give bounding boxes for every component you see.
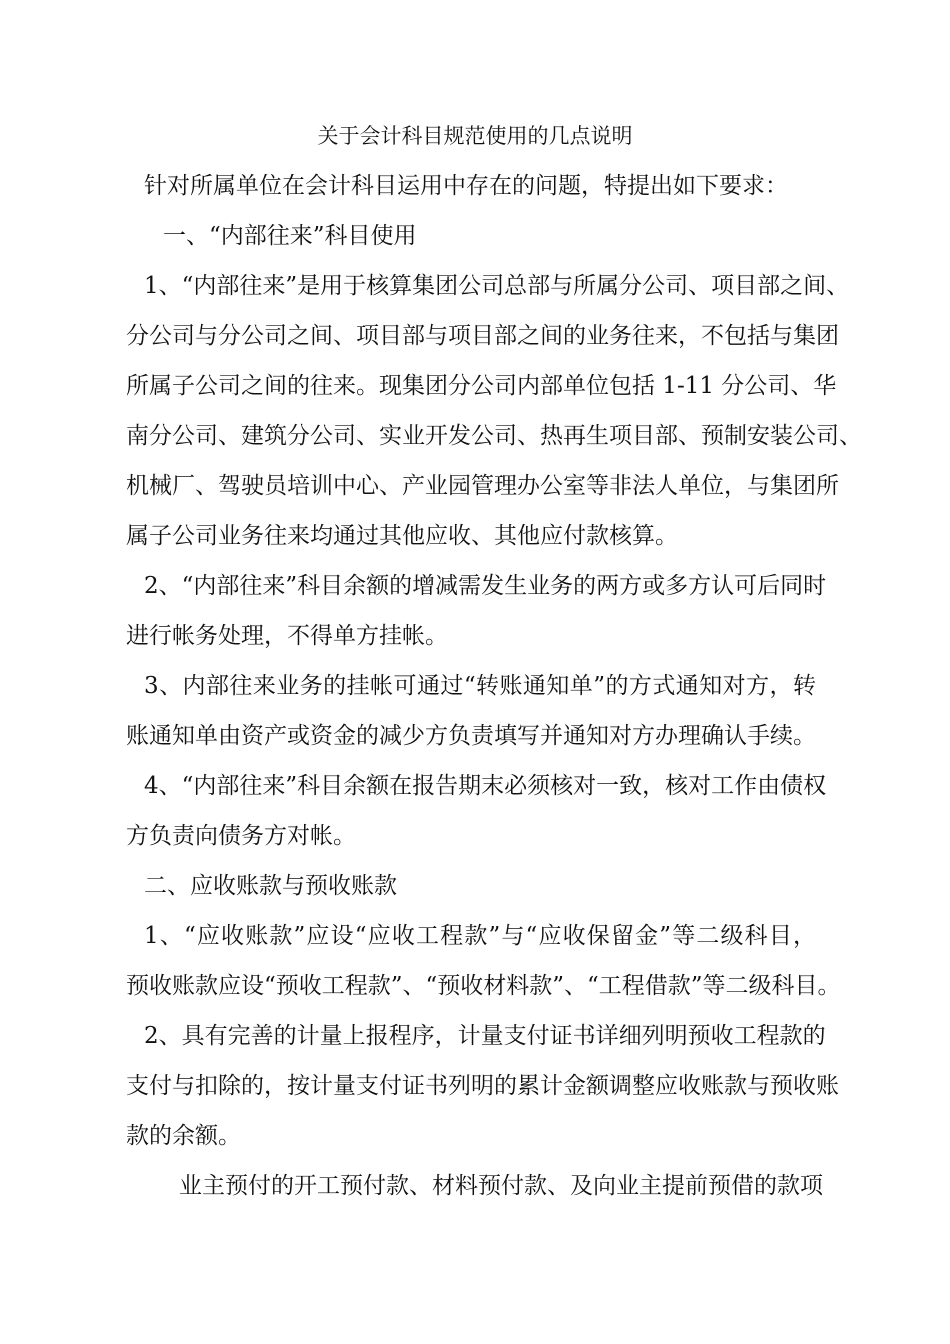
paragraph-line: 属子公司业务往来均通过其他应收、其他应付款核算。 <box>126 523 678 549</box>
section-heading-1: 一、“内部往来”科目使用 <box>163 223 417 249</box>
paragraph-line: 4、“内部往来”科目余额在报告期末必须核对一致，核对工作由债权 <box>144 773 827 799</box>
section-heading-2: 二、应收账款与预收账款 <box>144 873 397 899</box>
paragraph-line: 机械厂、驾驶员培训中心、产业园管理办公室等非法人单位，与集团所 <box>126 473 839 499</box>
paragraph-line: 账通知单由资产或资金的减少方负责填写并通知对方办理确认手续。 <box>126 723 816 749</box>
paragraph-line: 进行帐务处理，不得单方挂帐。 <box>126 623 448 649</box>
paragraph-line: 3、内部往来业务的挂帐可通过“转账通知单”的方式通知对方，转 <box>144 673 816 699</box>
paragraph-line: 支付与扣除的，按计量支付证书列明的累计金额调整应收账款与预收账 <box>126 1073 839 1099</box>
paragraph-line: 款的余额。 <box>126 1123 241 1149</box>
document-title: 关于会计科目规范使用的几点说明 <box>317 124 633 148</box>
intro-paragraph: 针对所属单位在会计科目运用中存在的问题，特提出如下要求： <box>144 173 788 199</box>
paragraph-line: 所属子公司之间的往来。现集团分公司内部单位包括 1-11 分公司、华 <box>126 373 837 399</box>
paragraph-line: 2、具有完善的计量上报程序，计量支付证书详细列明预收工程款的 <box>144 1023 826 1049</box>
paragraph-line: 方负责向债务方对帐。 <box>126 823 356 849</box>
paragraph-line: 业主预付的开工预付款、材料预付款、及向业主提前预借的款项 <box>179 1173 823 1199</box>
paragraph-line: 分公司与分公司之间、项目部与项目部之间的业务往来，不包括与集团 <box>126 323 839 349</box>
paragraph-line: 2、“内部往来”科目余额的增减需发生业务的两方或多方认可后同时 <box>144 573 827 599</box>
paragraph-line: 南分公司、建筑分公司、实业开发公司、热再生项目部、预制安装公司、 <box>126 423 862 449</box>
paragraph-line: 预收账款应设“预收工程款”、“预收材料款”、“工程借款”等二级科目。 <box>126 973 841 999</box>
paragraph-line: 1、“内部往来”是用于核算集团公司总部与所属分公司、项目部之间、 <box>144 273 850 299</box>
paragraph-line: 1、“应收账款”应设“应收工程款”与“应收保留金”等二级科目， <box>144 923 816 949</box>
